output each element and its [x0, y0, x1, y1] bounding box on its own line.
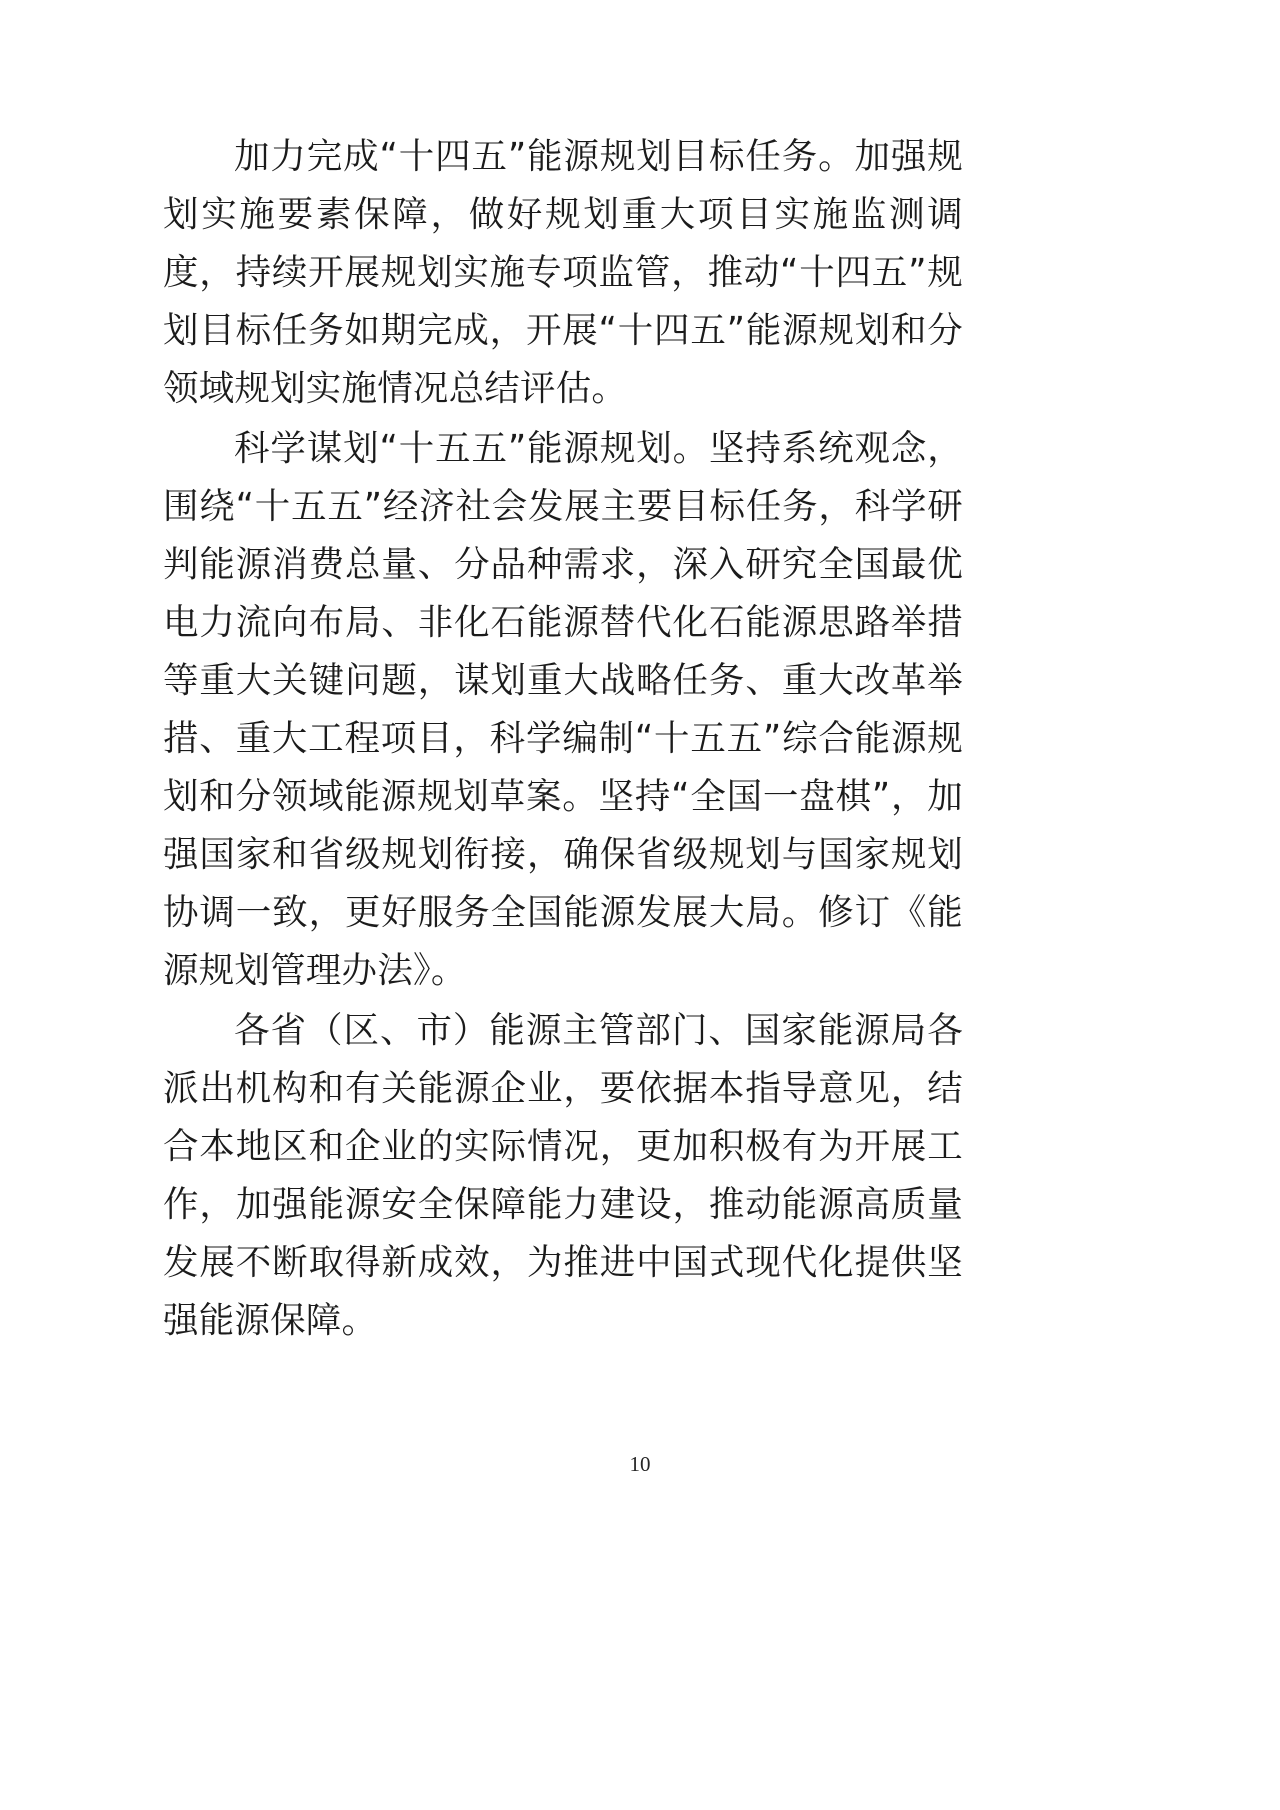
paragraph-1: 加力完成“十四五”能源规划目标任务。加强规划实施要素保障，做好规划重大项目实施监测调度，持续开展规划实施专项监管，推动“十四五”规划目标任务如期完成，开展“十四五”能源规划和分领域规划实施情况总结评估。 [163, 136, 963, 409]
document-body [163, 128, 963, 1350]
page-number: 10 [629, 1452, 651, 1476]
paragraph-3: 各省（区、市）能源主管部门、国家能源局各派出机构和有关能源企业，要依据本指导意见，结合本地区和企业的实际情况，更加积极有为开展工作，加强能源安全保障能力建设，推动能源高质量发展不断取得新成效，为推进中国式现代化提供坚强能源保障。 [163, 1010, 963, 1341]
paragraph-2: 科学谋划“十五五”能源规划。坚持系统观念，围绕“十五五”经济社会发展主要目标任务，科学研判能源消费总量、分品种需求，深入研究全国最优电力流向布局、非化石能源替代化石能源思路举措等重大关键问题，谋划重大战略任务、重大改革举措、重大工程项目，科学编制“十五五”综合能源规划和分领域能源规划草案。坚持“全国一盘棋”，加强国家和省级规划衔接，确保省级规划与国家规划协调一致，更好服务全国能源发展大局。修订《能源规划管理办法》。 [163, 428, 963, 991]
